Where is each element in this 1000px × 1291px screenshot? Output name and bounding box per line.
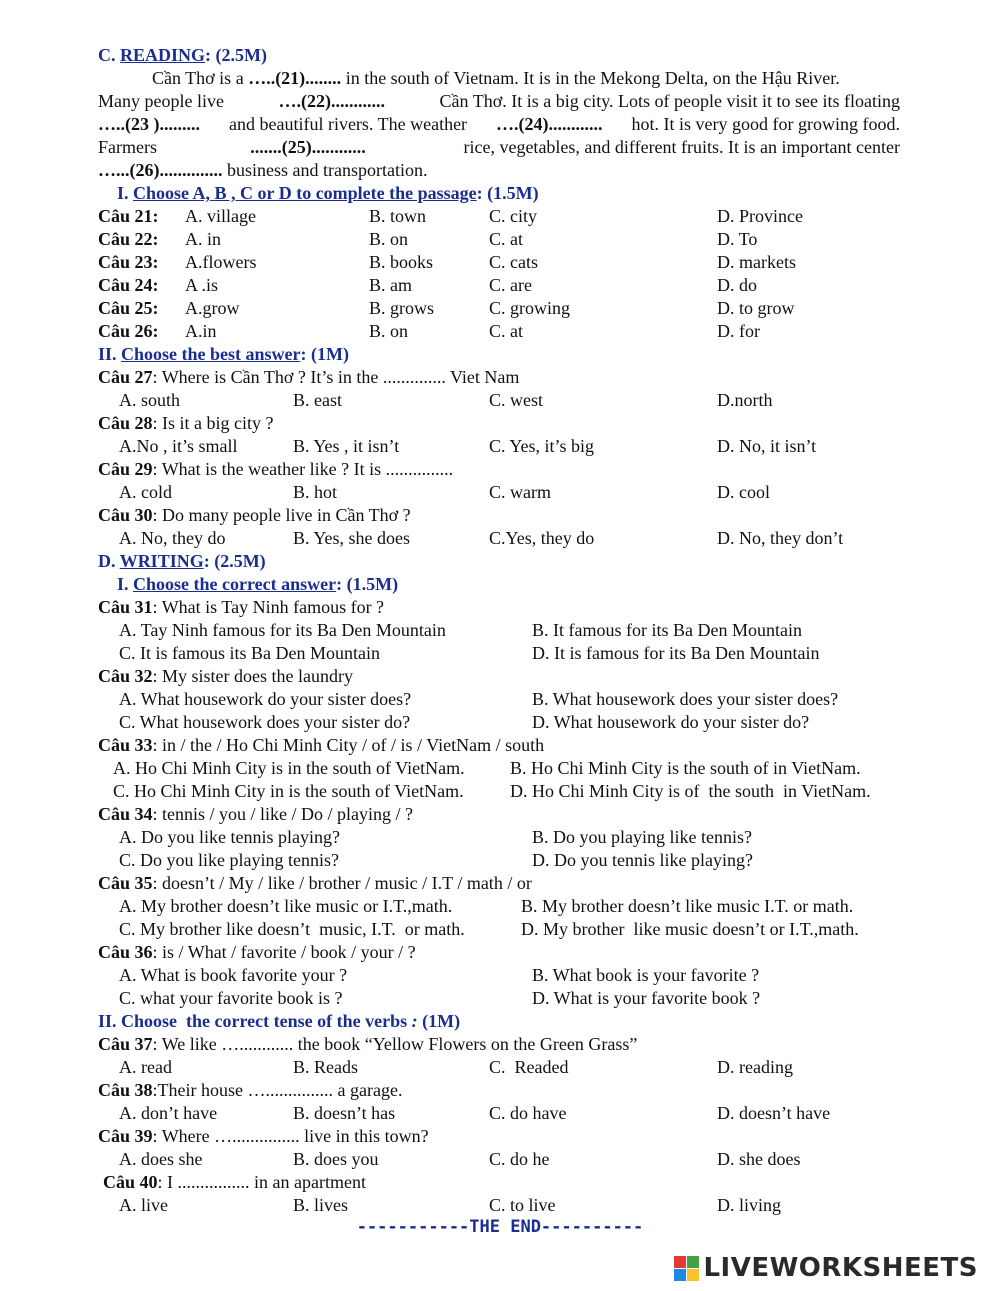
question-39-options [0, 1148, 1000, 1171]
option-a[interactable]: A. My brother doesn’t like music or I.T.,math. [119, 896, 453, 916]
the-end-marker: -----------THE END---------- [356, 1217, 644, 1237]
option-c[interactable]: C. city [489, 206, 537, 226]
option-d[interactable]: D. living [717, 1195, 782, 1215]
option-b[interactable]: B. Ho Chi Minh City is the south of in VietNam. [510, 758, 861, 778]
question-30: Câu 30: Do many people live in Cần Thơ ? [98, 505, 411, 525]
option-c[interactable]: C. warm [489, 482, 551, 502]
option-a[interactable]: A. No, they do [119, 528, 226, 548]
question-32: Câu 32: My sister does the laundry [98, 666, 353, 686]
option-b[interactable]: B. grows [369, 298, 435, 318]
question-23: Câu 23: A.flowers B. books C. cats D. markets [98, 252, 796, 272]
option-d[interactable]: D. No, it isn’t [717, 436, 817, 456]
question-32-options-ab [0, 688, 1000, 711]
question-36-options-ab [0, 964, 1000, 987]
passage-line-1: Cần Thơ is a …..(21)........ in the south of Vietnam. It is in the Mekong Delta, on the Hậu River. [152, 68, 840, 88]
question-28-options [0, 435, 1000, 458]
option-a[interactable]: A. south [119, 390, 181, 410]
question-34-options-cd [0, 849, 1000, 872]
question-39: Câu 39: Where …............... live in this town? [98, 1126, 429, 1146]
option-a[interactable]: A .is [185, 275, 219, 295]
writing-part1-title: I. Choose the correct answer: (1.5M) [117, 574, 399, 594]
option-a[interactable]: A.flowers [185, 252, 257, 272]
option-b[interactable]: B. My brother doesn’t like music I.T. or math. [521, 896, 854, 916]
question-33: Câu 33: in / the / Ho Chi Minh City / of / is / VietNam / south [98, 735, 545, 755]
option-c[interactable]: C. What housework does your sister do? [119, 712, 411, 732]
question-33-options-cd [0, 780, 1000, 803]
option-d[interactable]: D. she does [717, 1149, 801, 1169]
option-b[interactable]: B. What book is your favorite ? [532, 965, 760, 985]
option-b[interactable]: B. Reads [293, 1057, 358, 1077]
option-c[interactable]: C. do he [489, 1149, 550, 1169]
option-c[interactable]: C. Do you like playing tennis? [119, 850, 339, 870]
option-d[interactable]: D. to grow [717, 298, 795, 318]
question-24: Câu 24: A .is B. am C. are D. do [98, 275, 757, 295]
option-d[interactable]: D. Province [717, 206, 803, 226]
passage-line-5: …...(26).............. business and transportation. [98, 160, 428, 180]
passage-line-2: Many people live ….(22)............ Cần Thơ. It is a big city. Lots of people visit it to see its floating [98, 91, 900, 111]
option-a[interactable]: A. village [185, 206, 256, 226]
option-d[interactable]: D. Do you tennis like playing? [532, 850, 753, 870]
question-40: Câu 40: I ................ in an apartment [103, 1172, 366, 1192]
option-c[interactable]: C. at [489, 229, 523, 249]
option-a[interactable]: A. does she [119, 1149, 203, 1169]
option-b[interactable]: B. lives [293, 1195, 349, 1215]
question-40-options [0, 1194, 1000, 1217]
option-a[interactable]: A. in [185, 229, 221, 249]
question-32-options-cd [0, 711, 1000, 734]
option-b[interactable]: B. Do you playing like tennis? [532, 827, 752, 847]
option-b[interactable]: B. books [369, 252, 434, 272]
option-d[interactable]: D. reading [717, 1057, 793, 1077]
option-d[interactable]: D. Ho Chi Minh City is of the south in VietNam. [510, 781, 871, 801]
question-34: Câu 34: tennis / you / like / Do / playing / ? [98, 804, 413, 824]
question-25: Câu 25: A.grow B. grows C. growing D. to grow [98, 298, 795, 318]
brand-name: LIVEWORKSHEETS [703, 1253, 978, 1283]
option-a[interactable]: A.No , it’s small [119, 436, 238, 456]
option-b[interactable]: B. east [293, 390, 342, 410]
question-37: Câu 37: We like …............ the book “Yellow Flowers on the Green Grass” [98, 1034, 638, 1054]
option-a[interactable]: A.in [185, 321, 217, 341]
question-38: Câu 38:Their house …............... a garage. [98, 1080, 403, 1100]
option-b[interactable]: B. town [369, 206, 427, 226]
option-c[interactable]: C. Ho Chi Minh City in is the south of VietNam. [113, 781, 464, 801]
option-d[interactable]: D. It is famous for its Ba Den Mountain [532, 643, 820, 663]
option-c[interactable]: C. to live [489, 1195, 556, 1215]
question-22: Câu 22: A. in B. on C. at D. To [98, 229, 758, 249]
option-b[interactable]: B. doesn’t has [293, 1103, 396, 1123]
option-c[interactable]: C. Yes, it’s big [489, 436, 595, 456]
passage-line-4: Farmers .......(25)............ rice, vegetables, and different fruits. It is an important center [98, 137, 900, 157]
option-b[interactable]: B. does you [293, 1149, 379, 1169]
reading-heading: C. READING: (2.5M) [98, 45, 267, 65]
reading-part1-title: I. Choose A, B , C or D to complete the passage: (1.5M) [117, 183, 539, 203]
question-29-options [0, 481, 1000, 504]
option-d[interactable]: D. cool [717, 482, 770, 502]
liveworksheets-brand[interactable] [674, 1253, 978, 1283]
option-d[interactable]: D. My brother like music doesn’t or I.T.,math. [521, 919, 859, 939]
option-b[interactable]: B. Yes, she does [293, 528, 411, 548]
option-c[interactable]: C. at [489, 321, 523, 341]
option-d[interactable]: D. markets [717, 252, 796, 272]
option-a[interactable]: A. What is book favorite your ? [119, 965, 348, 985]
option-d[interactable]: D. doesn’t have [717, 1103, 831, 1123]
option-b[interactable]: B. Yes , it isn’t [293, 436, 400, 456]
option-a[interactable]: A. What housework do your sister does? [119, 689, 412, 709]
passage-line-3: …..(23 )......... and beautiful rivers. The weather ….(24)............ hot. It is very good for growing food. [98, 114, 900, 134]
option-c[interactable]: C.Yes, they do [489, 528, 595, 548]
option-c[interactable]: C. do have [489, 1103, 567, 1123]
option-b[interactable]: B. What housework does your sister does? [532, 689, 839, 709]
question-30-options [0, 527, 1000, 550]
writing-heading: D. WRITING: (2.5M) [98, 551, 266, 571]
question-28: Câu 28: Is it a big city ? [98, 413, 274, 433]
question-33-options-ab [0, 757, 1000, 780]
option-c[interactable]: C. Readed [489, 1057, 569, 1077]
option-d[interactable]: D.north [717, 390, 773, 410]
option-d[interactable]: D. What housework do your sister do? [532, 712, 810, 732]
option-a[interactable]: A. cold [119, 482, 172, 502]
option-a[interactable]: A. Do you like tennis playing? [119, 827, 340, 847]
question-38-options [0, 1102, 1000, 1125]
question-34-options-ab [0, 826, 1000, 849]
option-a[interactable]: A. Ho Chi Minh City is in the south of VietNam. [113, 758, 465, 778]
option-c[interactable]: C. My brother like doesn’t music, I.T. or math. [119, 919, 465, 939]
question-21: Câu 21: A. village B. town C. city D. Province [98, 206, 803, 226]
question-27-options [0, 389, 1000, 412]
writing-part2-title: II. Choose the correct tense of the verbs : (1M) [98, 1011, 461, 1031]
option-b[interactable]: B. It famous for its Ba Den Mountain [532, 620, 802, 640]
option-a[interactable]: A.grow [185, 298, 240, 318]
question-31: Câu 31: What is Tay Ninh famous for ? [98, 597, 385, 617]
question-36-options-cd [0, 987, 1000, 1010]
option-c[interactable]: C. cats [489, 252, 538, 272]
option-d[interactable]: D. To [717, 229, 758, 249]
question-26: Câu 26: A.in B. on C. at D. for [98, 321, 760, 341]
option-d[interactable]: D. do [717, 275, 757, 295]
option-c[interactable]: C. west [489, 390, 543, 410]
option-a[interactable]: A. read [119, 1057, 172, 1077]
option-a[interactable]: A. live [119, 1195, 168, 1215]
question-29: Câu 29: What is the weather like ? It is ............... [98, 459, 454, 479]
option-d[interactable]: D. No, they don’t [717, 528, 844, 548]
question-37-options [0, 1056, 1000, 1079]
option-a[interactable]: A. Tay Ninh famous for its Ba Den Mountain [119, 620, 446, 640]
option-c[interactable]: C. It is famous its Ba Den Mountain [119, 643, 380, 663]
option-a[interactable]: A. don’t have [119, 1103, 218, 1123]
option-b[interactable]: B. on [369, 321, 409, 341]
option-b[interactable]: B. on [369, 229, 409, 249]
question-35-options-cd [0, 918, 1000, 941]
question-27: Câu 27: Where is Cần Thơ ? It’s in the .............. Viet Nam [98, 367, 520, 387]
option-b[interactable]: B. hot [293, 482, 338, 502]
liveworksheets-logo-icon [674, 1256, 699, 1281]
option-d[interactable]: D. What is your favorite book ? [532, 988, 761, 1008]
question-35-options-ab [0, 895, 1000, 918]
option-c[interactable]: C. growing [489, 298, 570, 318]
option-c[interactable]: C. what your favorite book is ? [119, 988, 343, 1008]
question-31-options-cd [0, 642, 1000, 665]
question-36: Câu 36: is / What / favorite / book / your / ? [98, 942, 416, 962]
option-b[interactable]: B. am [369, 275, 412, 295]
question-35: Câu 35: doesn’t / My / like / brother / music / I.T / math / or [98, 873, 532, 893]
option-d[interactable]: D. for [717, 321, 760, 341]
option-c[interactable]: C. are [489, 275, 532, 295]
question-31-options-ab [0, 619, 1000, 642]
reading-part2-title: II. Choose the best answer: (1M) [98, 344, 349, 364]
